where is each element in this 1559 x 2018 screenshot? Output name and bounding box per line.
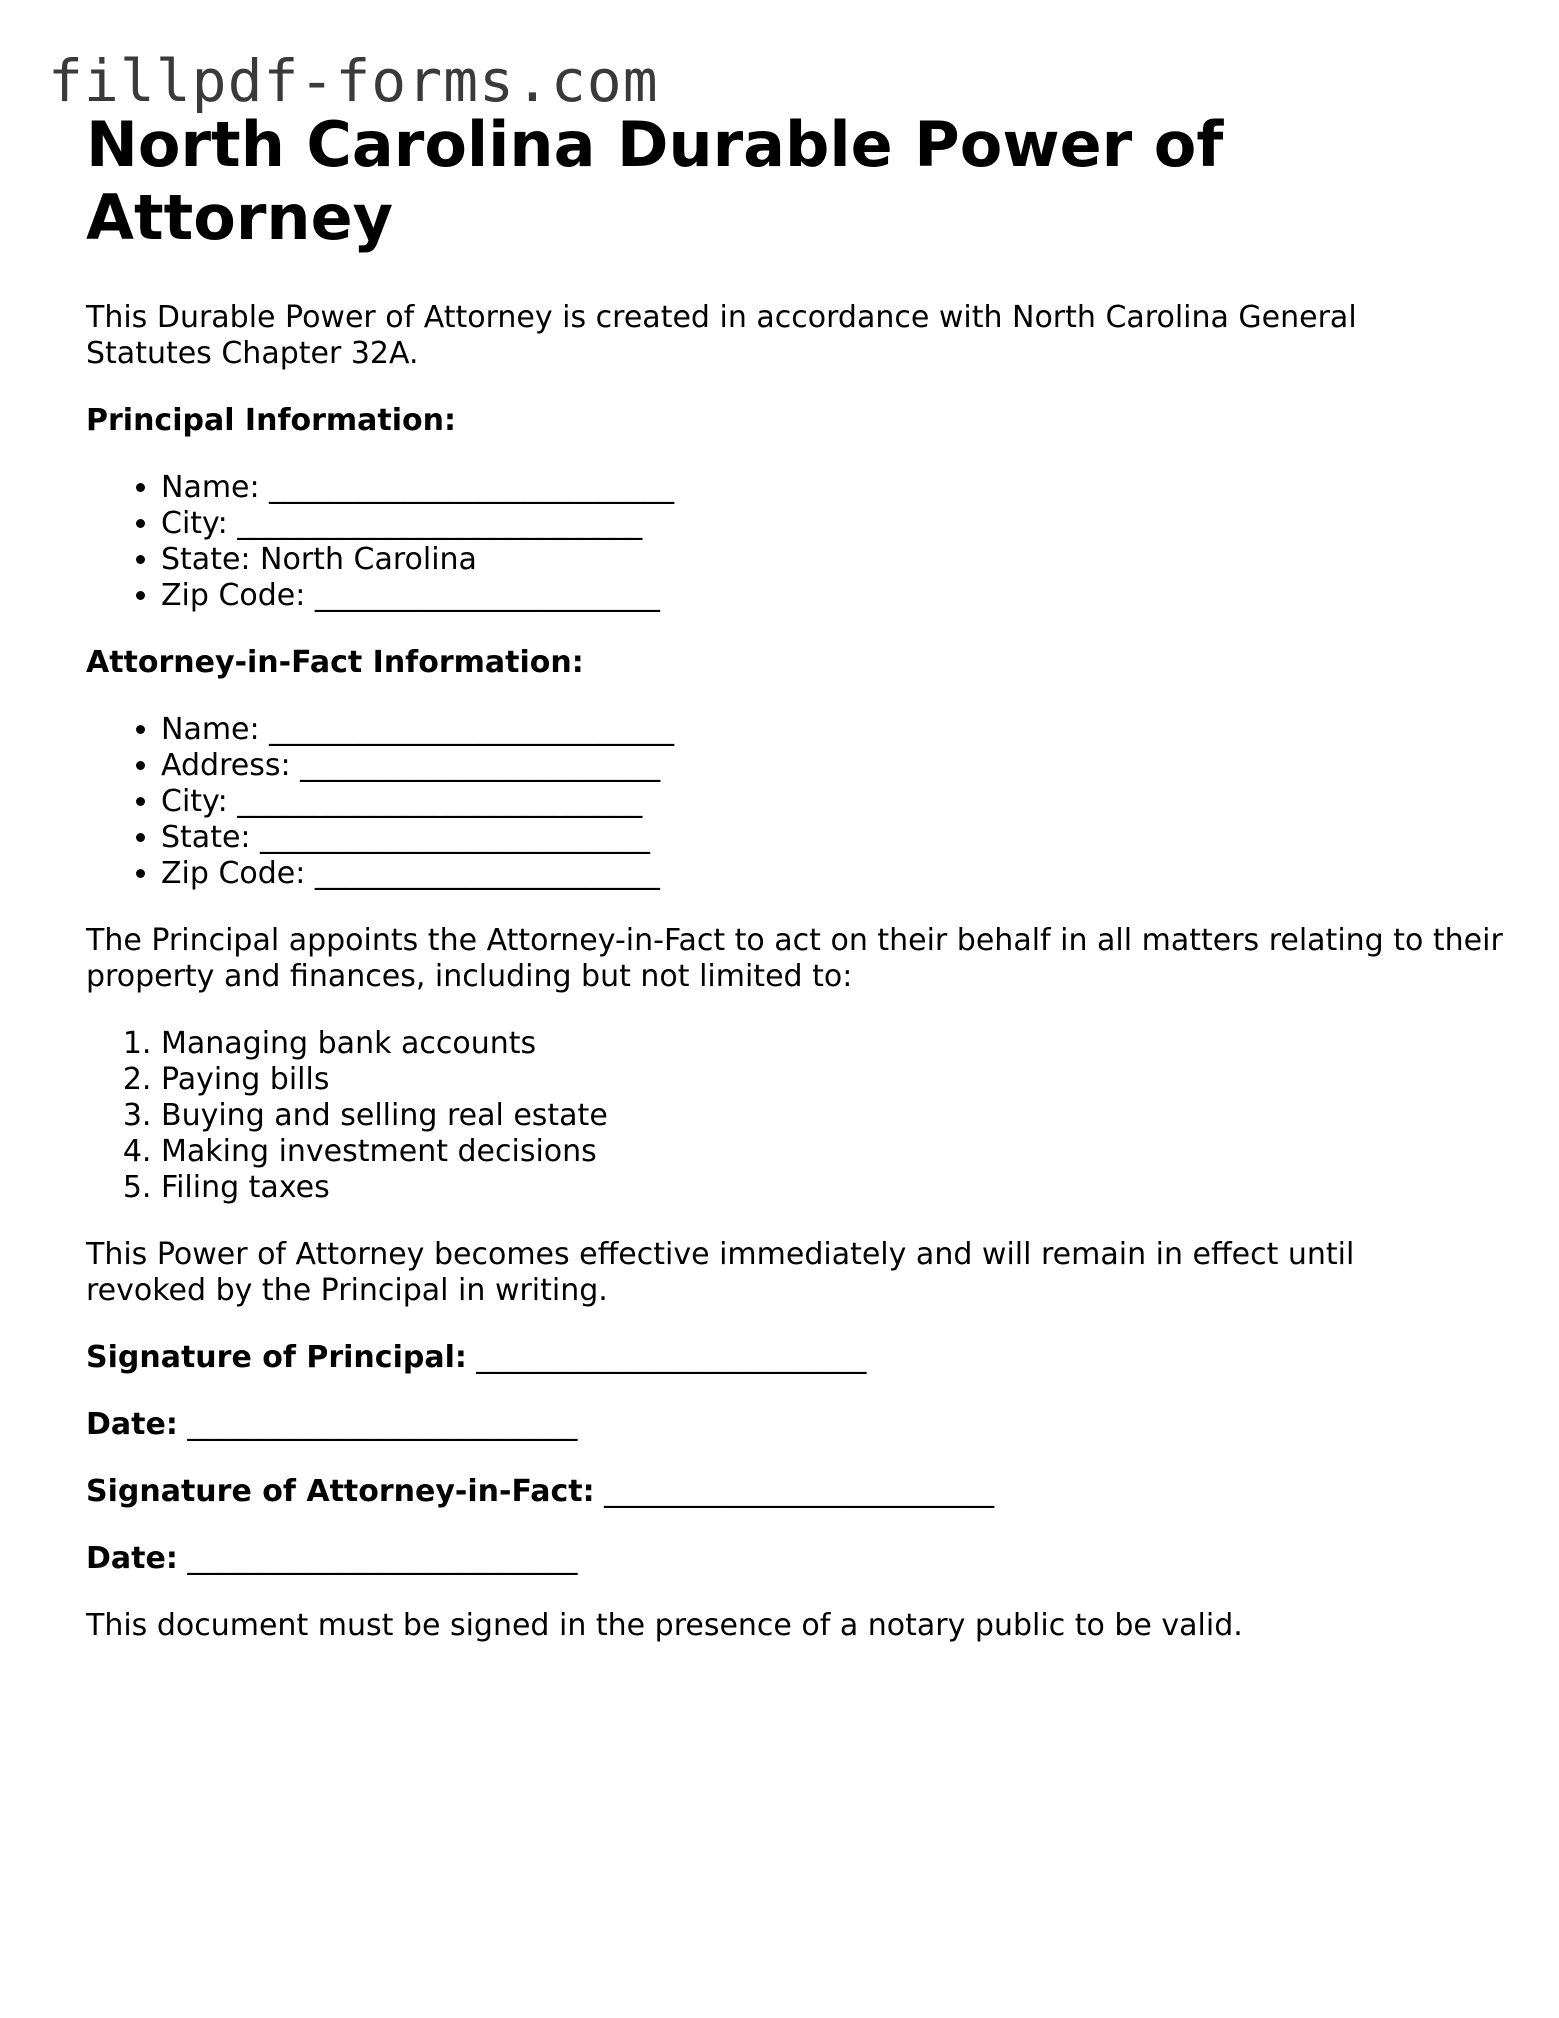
powers-list: [86, 1026, 1486, 1206]
attorney-signature-label: Signature of Attorney-in-Fact:: [86, 1474, 595, 1509]
principal-signature-field[interactable]: __________________________: [476, 1340, 867, 1375]
power-item: 1. Managing bank accounts: [161, 1026, 1486, 1062]
attorney-date-field[interactable]: __________________________: [187, 1541, 578, 1576]
attorney-heading: Attorney-in-Fact Information:: [86, 645, 584, 680]
power-item: 2. Paying bills: [161, 1062, 1486, 1098]
principal-fields: [86, 470, 1486, 614]
notary-note: This document must be signed in the presence of a notary public to be valid.: [86, 1608, 1243, 1643]
power-item: 3. Buying and selling real estate: [161, 1098, 1486, 1134]
document-title: North Carolina Durable Power of Attorney: [86, 108, 1224, 254]
attorney-date-label: Date:: [86, 1541, 178, 1576]
principal-heading: Principal Information:: [86, 403, 457, 438]
attorney-state-field[interactable]: • State: __________________________: [161, 820, 1486, 856]
attorney-date-row: [86, 1541, 1486, 1577]
grant-paragraph: The Principal appoints the Attorney-in-Fact to act on their behalf in all matters relating to their property and finances, including but not limited to:: [86, 923, 1503, 994]
attorney-zip-field[interactable]: • Zip Code: _______________________: [161, 856, 1486, 892]
attorney-fields: [86, 712, 1486, 892]
principal-state-field: • State: North Carolina: [161, 542, 1486, 578]
attorney-city-field[interactable]: • City: ___________________________: [161, 784, 1486, 820]
attorney-signature-field[interactable]: __________________________: [604, 1474, 995, 1509]
principal-city-field[interactable]: • City: ___________________________: [161, 506, 1486, 542]
principal-signature-label: Signature of Principal:: [86, 1340, 467, 1375]
watermark: fillpdf-forms.com: [48, 47, 659, 115]
principal-zip-field[interactable]: • Zip Code: _______________________: [161, 578, 1486, 614]
power-item: 4. Making investment decisions: [161, 1134, 1486, 1170]
power-item: 5. Filing taxes: [161, 1170, 1486, 1206]
principal-name-field[interactable]: • Name: ___________________________: [161, 470, 1486, 506]
principal-signature-row: [86, 1340, 1486, 1376]
principal-date-row: [86, 1407, 1486, 1443]
attorney-name-field[interactable]: • Name: ___________________________: [161, 712, 1486, 748]
document-body: [86, 108, 1503, 1644]
principal-date-field[interactable]: __________________________: [187, 1407, 578, 1442]
attorney-address-field[interactable]: • Address: ________________________: [161, 748, 1486, 784]
principal-date-label: Date:: [86, 1407, 178, 1442]
intro-paragraph: This Durable Power of Attorney is created in accordance with North Carolina General Statutes Chapter 32A.: [86, 300, 1357, 371]
effective-paragraph: This Power of Attorney becomes effective immediately and will remain in effect until revoked by the Principal in writing.: [86, 1237, 1355, 1308]
attorney-signature-row: [86, 1474, 1486, 1510]
